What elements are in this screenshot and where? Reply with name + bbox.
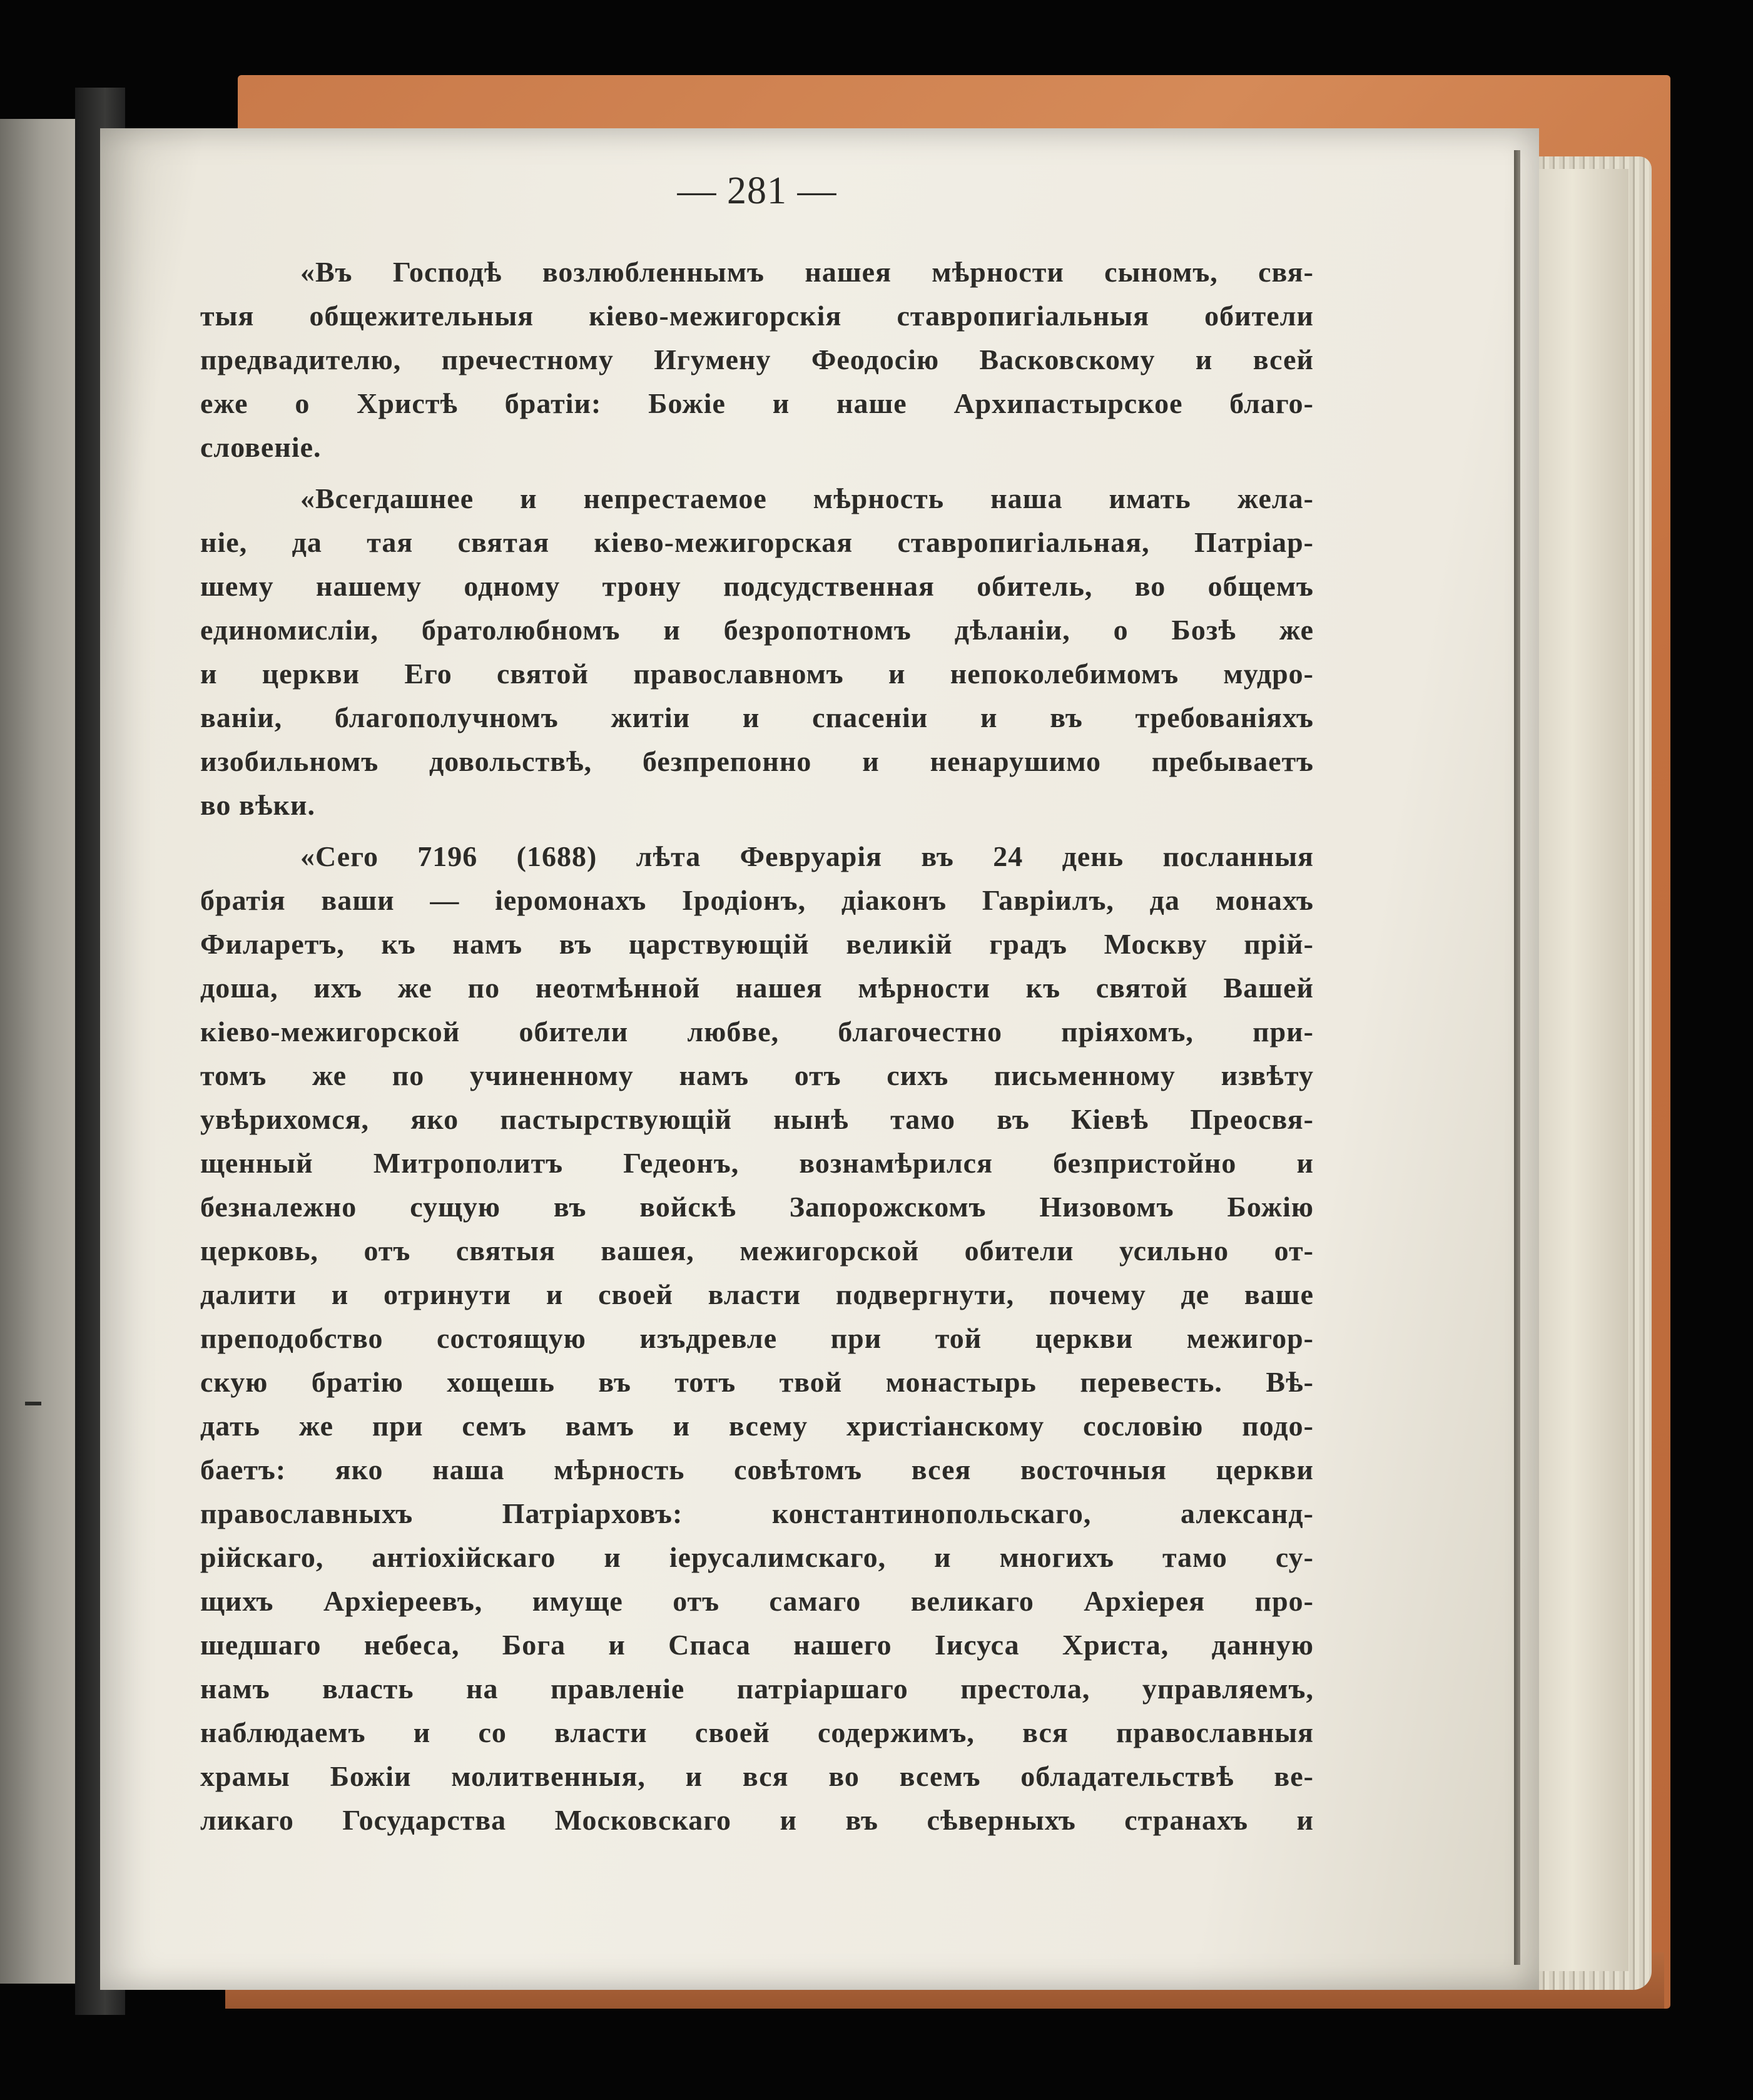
text-line: церковь, отъ святыя вашея, межигорской обители усильно от-	[200, 1235, 1314, 1267]
text-line: баетъ: яко наша мѣрность совѣтомъ всея восточныя церкви	[200, 1454, 1314, 1486]
text-line: Филаретъ, къ намъ въ царствующій великій градъ Москву прій-	[200, 928, 1314, 960]
text-line: храмы Божіи молитвенныя, и вся во всемъ обладательствѣ ве-	[200, 1760, 1314, 1792]
page-margin-mark	[25, 1402, 41, 1405]
text-line: наблюдаемъ и со власти своей содержимъ, вся православныя	[200, 1716, 1314, 1748]
text-line: увѣрихомся, яко пастырствующій нынѣ тамо въ Кіевѣ Преосвя-	[200, 1103, 1314, 1135]
text-line: томъ же по учиненному намъ отъ сихъ письменному извѣту	[200, 1059, 1314, 1091]
text-line: еже о Христѣ братіи: Божіе и наше Архипастырское благо-	[200, 387, 1314, 419]
text-line: изобильномъ довольствѣ, безпрепонно и ненарушимо пребываетъ	[200, 745, 1314, 777]
text-line: ваніи, благополучномъ житіи и спасеніи и въ требованіяхъ	[200, 701, 1314, 733]
text-line: тыя общежительныя кіево-межигорскія ставропигіальныя обители	[200, 300, 1314, 332]
text-line: единомисліи, братолюбномъ и безропотномъ дѣланіи, о Бозѣ же	[200, 614, 1314, 646]
text-line: доша, ихъ же по неотмѣнной нашея мѣрности къ святой Вашей	[200, 972, 1314, 1004]
body-text	[200, 250, 1314, 1842]
page-number: — 281 —	[677, 170, 837, 212]
text-line: «Сего 7196 (1688) лѣта Февруарія въ 24 день посланныя	[300, 840, 1314, 872]
text-line: предвадителю, пречестному Игумену Феодосію Васковскому и всей	[200, 344, 1314, 375]
text-line: «Всегдашнее и непрестаемое мѣрность наша имать жела-	[300, 482, 1314, 514]
text-line: преподобство состоящую изъдревле при той церкви межигор-	[200, 1322, 1314, 1354]
page-fore-edge-line	[1514, 150, 1520, 1965]
text-line: щихъ Архіереевъ, имуще отъ самаго великаго Архіерея про-	[200, 1585, 1314, 1617]
text-line: рійскаго, антіохійскаго и іерусалимскаго, и многихъ тамо су-	[200, 1541, 1314, 1573]
text-line: далити и отринути и своей власти подвергнути, почему де ваше	[200, 1278, 1314, 1310]
text-line: шедшаго небеса, Бога и Спаса нашего Іисуса Христа, данную	[200, 1629, 1314, 1661]
text-line: ніе, да тая святая кіево-межигорская ставропигіальная, Патріар-	[200, 526, 1314, 558]
text-line: скую братію хощешь въ тотъ твой монастырь перевесть. Вѣ-	[200, 1366, 1314, 1398]
text-line: намъ власть на правленіе патріаршаго престола, управляемъ,	[200, 1673, 1314, 1705]
text-line: православныхъ Патріарховъ: константинопольскаго, александ-	[200, 1497, 1314, 1529]
text-line: во вѣки.	[200, 789, 315, 821]
text-line: щенный Митрополитъ Гедеонъ, вознамѣрился безпристойно и	[200, 1147, 1314, 1179]
text-line: «Въ Господѣ возлюбленнымъ нашея мѣрности сыномъ, свя-	[300, 256, 1314, 288]
text-line: ликаго Государства Московскаго и въ сѣверныхъ странахъ и	[200, 1804, 1314, 1836]
text-line: дать же при семъ вамъ и всему христіанскому сословію подо-	[200, 1410, 1314, 1442]
text-line: безналежно сущую въ войскѣ Запорожскомъ Низовомъ Божію	[200, 1191, 1314, 1223]
text-line: братія ваши — іеромонахъ Іродіонъ, діаконъ Гавріилъ, да монахъ	[200, 884, 1314, 916]
text-line: шему нашему одному трону подсудственная обитель, во общемъ	[200, 570, 1314, 602]
text-line: словеніе.	[200, 431, 322, 463]
text-line: и церкви Его святой православномъ и непоколебимомъ мудро-	[200, 658, 1314, 690]
text-line: кіево-межигорской обители любве, благочестно пріяхомъ, при-	[200, 1016, 1314, 1047]
